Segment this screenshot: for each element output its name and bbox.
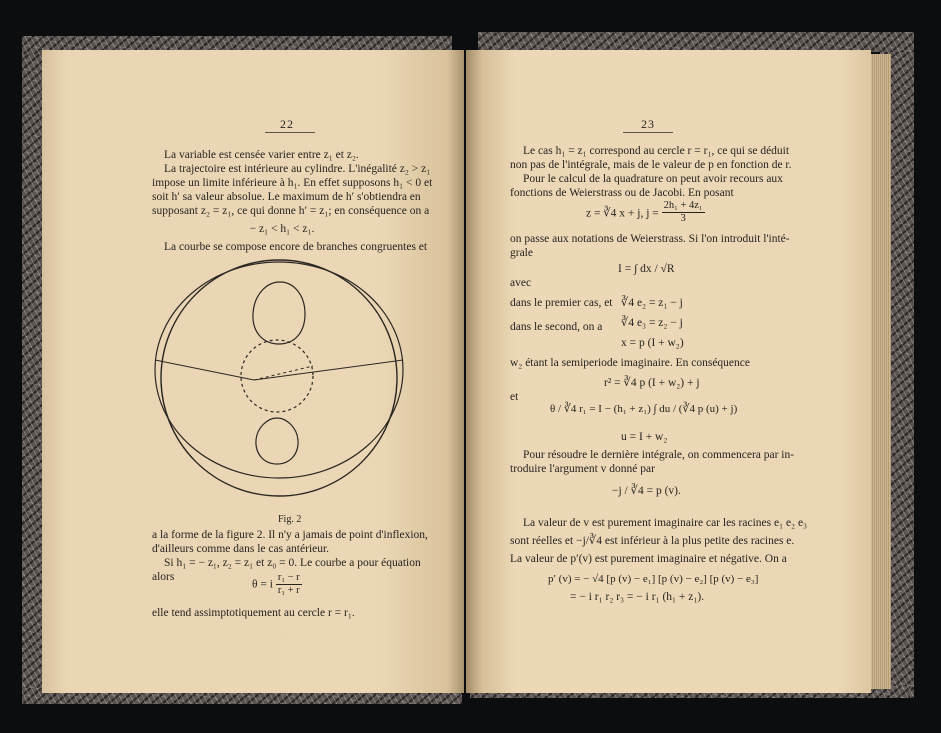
radius-left [155, 360, 254, 380]
equation-r-squared: r² = ∛4 p (I + w₂) + j [604, 377, 700, 389]
left-page [42, 50, 464, 693]
equation-e2: ∛4 e₂ = z₁ − j [621, 297, 683, 309]
paragraph-line: supposant z₂ = z₁, ce qui donne h′ = z₁; en conséquence on a [152, 205, 430, 217]
paragraph-line: alors [152, 571, 175, 583]
equation-e3: ∛4 e₃ = z₂ − j [621, 317, 683, 329]
paragraph-line: Le cas h₁ = z₁ correspond au cercle r = r₁, ce qui se déduit [523, 145, 790, 157]
paragraph-line: elle tend assimptotiquement au cercle r = r₁. [152, 607, 355, 619]
paragraph-line: Pour le calcul de la quadrature on peut avoir recours aux [523, 173, 783, 185]
paragraph-line: Si h₁ = − z₁, z₂ = z₁ et z₀ = 0. Le courbe a pour équation [164, 557, 421, 569]
page-edges [871, 54, 891, 689]
paragraph-line: soit h′ sa valeur absolue. Le maximum de h′ s'obtiendra en [152, 191, 421, 203]
outer-curve [155, 262, 403, 478]
equation-z-left: z = ∛4 x + j, j = [586, 207, 659, 220]
paragraph-line: on passe aux notations de Weierstrass. Si l'on introduit l'inté- [510, 233, 790, 245]
paragraph-line: La valeur de p′(v) est purement imaginaire et négative. On a [510, 553, 787, 565]
figure-2 [147, 248, 432, 510]
dashed-circle [241, 340, 313, 412]
label-premier-cas: dans le premier cas, et [510, 297, 613, 309]
paragraph-line: grale [510, 247, 533, 259]
equation-z-denominator: 3 [680, 213, 686, 224]
equation-lhs: θ = i [252, 578, 273, 591]
equation-numerator: r₁ − r [277, 572, 300, 583]
inequality: − z₁ < h₁ < z₁. [249, 223, 315, 235]
paragraph-line: La valeur de v est purement imaginaire car les racines e₁ e₂ e₃ [523, 517, 808, 529]
paragraph-line: sont réelles et −j/∛4 est inférieur à la plus petite des racines e. [510, 535, 795, 547]
book-cover-top-right [478, 32, 914, 52]
page-number-22: 22 [280, 117, 294, 131]
label-et: et [510, 391, 519, 403]
equation-fraction [276, 572, 302, 597]
equation-x: x = p (I + w₂) [621, 337, 684, 349]
paragraph-line: Pour résoudre le dernière intégrale, on commencera par in- [523, 449, 795, 461]
equation-integral: I = ∫ dx / √R [618, 263, 675, 275]
equation-z [586, 200, 705, 225]
equation-u: u = I + w₂ [621, 431, 668, 443]
figure-caption: Fig. 2 [278, 514, 302, 525]
equation-denominator: r₁ + r [277, 585, 300, 596]
equation-theta: θ / ∛4 r₁ = I − (h₁ + z₁) ∫ du / (∛4 p (u) + j) [550, 403, 738, 415]
equation-p-prime-result: = − i r₁ r₂ r₃ = − i r₁ (h₁ + z₁). [570, 591, 705, 603]
header-rule [623, 132, 673, 133]
header-rule [265, 132, 315, 133]
paragraph-line: troduire l'argument v donné par [510, 463, 655, 475]
paragraph-line: non pas de l'intégrale, mais de le valeur de p en fonction de r. [510, 159, 792, 171]
lower-loop [256, 418, 298, 464]
paragraph-line: a la forme de la figure 2. Il n'y a jamais de point d'inflexion, [152, 529, 428, 541]
equation-p-prime: p′ (v) = − √4 [p (v) − e₁] [p (v) − e₂] [p (v) − e₃] [548, 573, 759, 585]
right-page [466, 50, 871, 693]
equation-z-numerator: 2h₁ + 4z₁ [663, 200, 703, 211]
outer-circle [161, 260, 397, 496]
paragraph-line: d'ailleurs comme dans le cas antérieur. [152, 543, 330, 555]
label-second: dans le second, on a [510, 321, 603, 333]
equation-v: −j / ∛4 = p (v). [612, 485, 681, 497]
paragraph-line: La trajectoire est intérieure au cylindre. L'inégalité z₂ > z₁ [164, 163, 431, 175]
paragraph-line: impose un limite inférieure à h₁. En effet supposons h₁ < 0 et [152, 177, 433, 189]
equation-theta [252, 572, 302, 597]
paragraph-line: w₂ étant la semiperiode imaginaire. En conséquence [510, 357, 750, 369]
paragraph-line: fonctions de Weierstrass ou de Jacobi. En posant [510, 187, 734, 199]
label-avec: avec [510, 277, 532, 289]
paragraph-line: La variable est censée varier entre z₁ et z₂. [164, 149, 359, 161]
upper-loop [253, 282, 305, 344]
paragraph-line: La courbe se compose encore de branches congruentes et [164, 241, 428, 253]
page-number-23: 23 [641, 117, 655, 131]
radius-right [254, 360, 403, 380]
equation-z-fraction [662, 200, 705, 225]
